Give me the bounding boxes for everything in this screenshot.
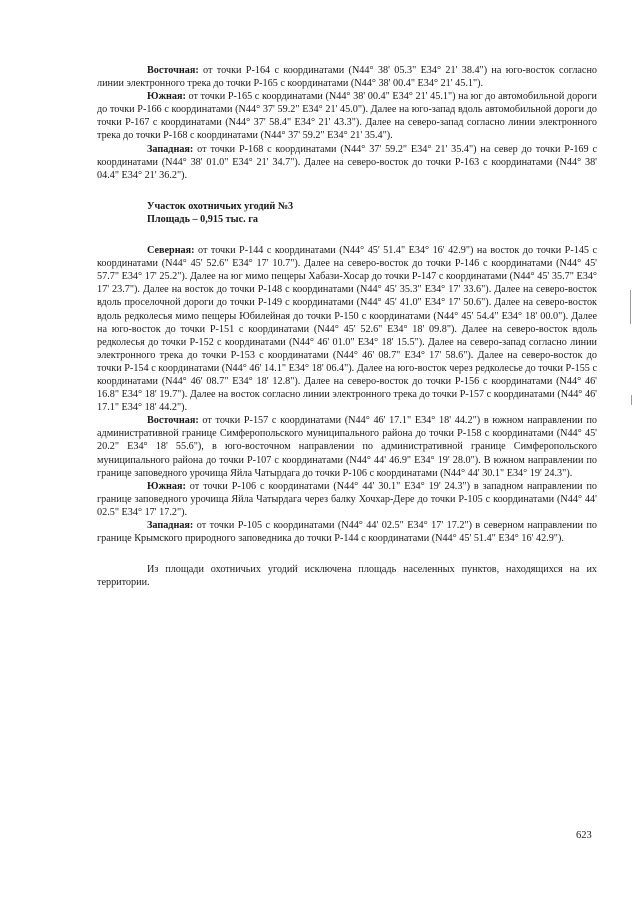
section3-title: Участок охотничьих угодий №3 bbox=[147, 200, 294, 212]
section2-east-boundary bbox=[97, 64, 597, 90]
boundary-label-west: Западная: bbox=[147, 520, 194, 531]
section3-area: Площадь – 0,915 тыс. га bbox=[147, 213, 258, 225]
boundary-label-east: Восточная: bbox=[147, 415, 199, 427]
section3-heading bbox=[97, 200, 597, 226]
section2-west-boundary bbox=[97, 143, 597, 182]
document-body bbox=[97, 64, 597, 589]
boundary-text: от точки Р-168 с координатами (N44° 37' 59.2" Е34° 21' 35.4") на север до точки Р-169 с координатами (N44° 38' 01.0" Е34° 21' 34.7"). Далее на северо-восток до точки Р-163 с координатами (N44° 38' 04.4" Е34° 21' 36.2"). bbox=[97, 143, 597, 181]
section3-west-boundary bbox=[97, 519, 597, 545]
boundary-text: от точки Р-144 с координатами (N44° 45' 51.4" Е34° 16' 42.9") на восток до точки Р-145 с координатами (N44° 45' 52.6" Е34° 17' 10.7"). Далее на северо-восток до точки Р-146 с координатами (N44° 45' 57.7" Е34° 17' 25.2"). Далее на юг мимо пещеры Хабази-Хосар до точки Р-147 с координатами (N44° 45' 35.7" Е34° 17' 23.7"). Далее на восток до точки Р-148 с координатами (N44° 45' 35.3" Е34° 17' 33.6"). Далее на северо-восток вдоль проселочной дороги до точки Р-149 с координатами (N44° 45' 41.0" Е34° 17' 50.6"). Далее на северо-восток вдоль редколесья мимо пещеры Юбилейная до точки Р-150 с координатами (N44° 45' 54.4" Е34° 18' 00.0"). Далее на юго-восток до точки Р-151 с координатами (N44° 45' 52.6" Е34° 18' 09.8"). Далее на северо-восток вдоль редколесья до точки Р-152 с координатами (N44° 46' 01.0" Е34° 18' 15.5"). Далее на северо-запад согласно линии электронного трека до точки Р-153 с координатами (N44° 46' 08.7" Е34° 17' 58.6"). Далее на северо-восток до точки Р-154 с координатами (N44° 46' 14.1" Е34° 18' 06.4"). Далее на юго-восток через редколесье до точки Р-155 с координатами (N44° 46' 08.7" Е34° 18' 12.8"). Далее на северо-восток до точки Р-156 с координатами (N44° 46' 16.8" Е34° 18' 19.7"). Далее на восток согласно линии электронного трека до точки Р-157 с координатами (N44° 46' 17.1" Е34° 18' 44.2"). bbox=[97, 245, 597, 414]
exclusion-note: Из площади охотничьих угодий исключена площадь населенных пунктов, находящихся на их территории. bbox=[97, 564, 597, 589]
scan-mark bbox=[630, 290, 631, 324]
section3-north-boundary bbox=[97, 244, 597, 414]
page-number: 623 bbox=[576, 830, 592, 841]
boundary-text: от точки Р-164 с координатами (N44° 38' 05.3" Е34° 21' 38.4") на юго-восток согласно линии электронного трека до точки Р-165 с координатами (N44° 38' 00.4" Е34° 21' 45.1"). bbox=[97, 65, 597, 90]
boundary-text: от точки Р-106 с координатами (N44° 44' 30.1" Е34° 19' 24.3") в западном направлении по границе заповедного урочища Яйла Чатырдага через балку Хочхар-Дере до точки Р-105 с координатами (N44° 44' 02.5" Е34° 17' 17.2"). bbox=[97, 480, 597, 518]
section3-east-boundary bbox=[97, 414, 597, 479]
boundary-label-west: Западная: bbox=[147, 143, 194, 155]
section3-south-boundary bbox=[97, 480, 597, 519]
scan-mark bbox=[631, 395, 632, 405]
boundary-text: от точки Р-157 с координатами (N44° 46' 17.1" Е34° 18' 44.2") в южном направлении по административной границе Симферопольского муниципального района до точки Р-158 с координатами (N44° 45' 20.2" Е34° 18' 55.6"), в юго-восточном направлении по административной границе Симферопольского муниципального района до точки Р-107 с координатами (N44° 44' 46.9" Е34° 19' 28.0"). В южном направлении по границе заповедного урочища Яйла Чатырдага до точки Р-106 с координатами (N44° 44' 30.1" Е34° 19' 24.3"). bbox=[97, 415, 597, 479]
boundary-text: от точки Р-105 с координатами (N44° 44' 02.5" Е34° 17' 17.2") в северном направлении по границе Крымского природного заповедника до точки Р-144 с координатами (N44° 45' 51.4" Е34° 16' 42.9"). bbox=[97, 520, 597, 545]
boundary-label-east: Восточная: bbox=[147, 65, 199, 76]
boundary-label-south: Южная: bbox=[147, 91, 186, 103]
boundary-label-south: Южная: bbox=[147, 480, 186, 492]
boundary-label-north: Северная: bbox=[147, 245, 195, 257]
boundary-text: от точки Р-165 с координатами (N44° 38' 00.4" Е34° 21' 45.1") на юг до автомобильной дороги до точки Р-166 с координатами (N44° 37' 59.2" Е34° 21' 45.0"). Далее на юго-запад вдоль автомобильной дороги до точки Р-167 с координатами (N44° 37' 58.4" Е34° 21' 43.3"). Далее на северо-запад согласно линии электронного трека до точки Р-168 с координатами (N44° 37' 59.2" Е34° 21' 35.4"). bbox=[97, 91, 597, 142]
section2-south-boundary bbox=[97, 90, 597, 142]
